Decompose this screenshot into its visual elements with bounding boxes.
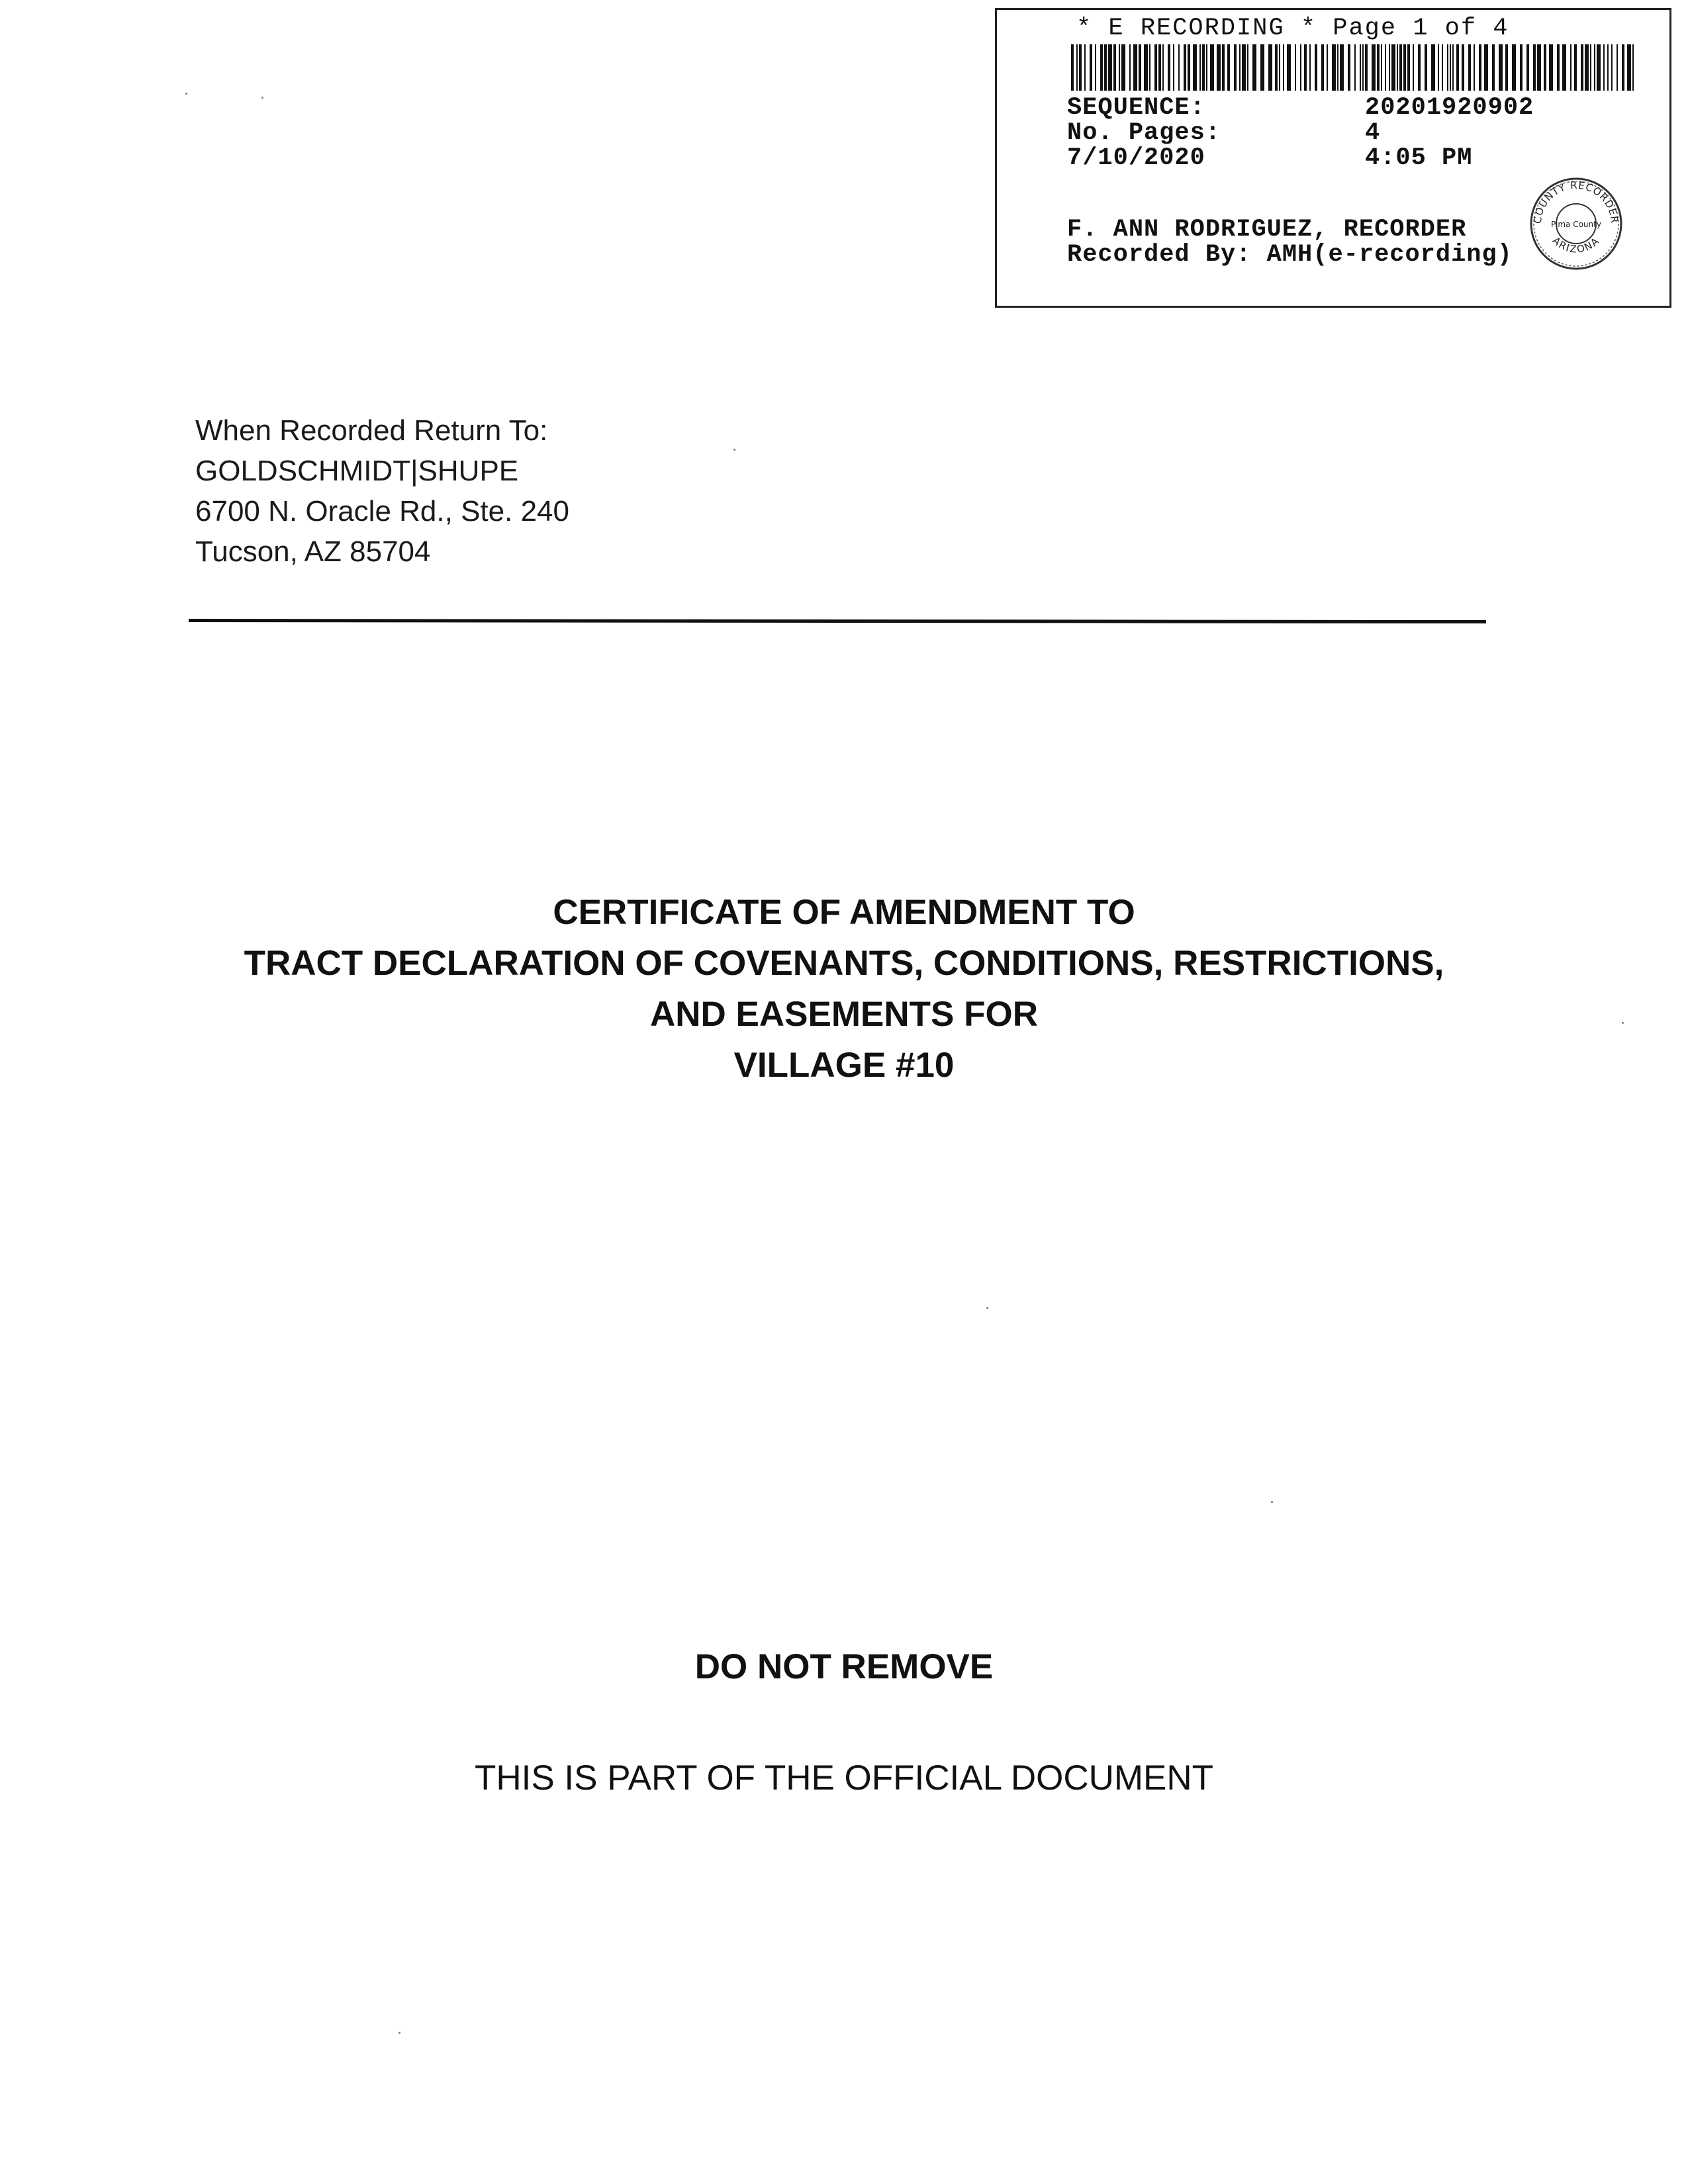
barcode-bar [1362, 44, 1364, 91]
barcode-bar [1549, 44, 1553, 91]
barcode-bar [1287, 44, 1291, 91]
barcode-bar [1425, 44, 1427, 91]
barcode-bar [1562, 44, 1566, 91]
barcode-bar [1076, 44, 1078, 91]
barcode-bar [1239, 44, 1241, 91]
barcode-bar [1178, 44, 1180, 91]
barcode-bar [1283, 44, 1284, 91]
recorded-by: Recorded By: AMH(e-recording) [1067, 241, 1513, 269]
barcode-bar [1403, 44, 1406, 91]
barcode-bar [1300, 44, 1301, 91]
barcode-bar [1275, 44, 1278, 91]
barcode-bar [1108, 44, 1112, 91]
barcode-bar [1321, 44, 1324, 91]
barcode-bar [1084, 44, 1086, 91]
return-to-city: Tucson, AZ 85704 [195, 535, 431, 568]
sequence-value: 20201920902 [1365, 94, 1534, 122]
barcode-bar [1173, 44, 1174, 91]
barcode-bar [1456, 44, 1459, 91]
barcode-bar [1119, 44, 1120, 91]
barcode-bar [1389, 44, 1390, 91]
barcode-bar [1139, 44, 1141, 91]
barcode-bar [1227, 44, 1230, 91]
barcode-bar [1391, 44, 1395, 91]
barcode-bar [1360, 44, 1361, 91]
scan-speck [1622, 1022, 1624, 1024]
seal-outer-text: COUNTY RECORDER [1531, 179, 1621, 224]
barcode-bar [1557, 44, 1560, 91]
barcode-bar [1438, 44, 1439, 91]
barcode-bar [1210, 44, 1214, 91]
barcode-bar [1603, 44, 1605, 91]
barcode-bar [1071, 44, 1074, 91]
recording-time: 4:05 PM [1365, 144, 1473, 172]
scan-speck [986, 1307, 988, 1309]
barcode-bar [1533, 44, 1536, 91]
barcode-bar [1268, 44, 1272, 91]
seal-bottom-text: ARIZONA [1550, 234, 1603, 255]
barcode-bar [1144, 44, 1148, 91]
title-line-1: CERTIFICATE OF AMENDMENT TO [553, 893, 1135, 932]
barcode-bar [1492, 44, 1495, 91]
barcode-bar [1217, 44, 1221, 91]
barcode-bar [1407, 44, 1410, 91]
barcode-bar [1372, 44, 1376, 91]
svg-text:ARIZONA [1550, 234, 1603, 255]
barcode-bar [1468, 44, 1471, 91]
barcode-bar [1570, 44, 1571, 91]
barcode-bar [1188, 44, 1190, 91]
document-title [0, 887, 1688, 1091]
barcode-bar [1399, 44, 1402, 91]
barcode-bar [1632, 44, 1634, 91]
barcode-bar [1095, 44, 1096, 91]
seal-inner-text: Pima County [1551, 220, 1601, 229]
barcode-bar [1447, 44, 1448, 91]
recording-date: 7/10/2020 [1067, 144, 1205, 172]
recorder-name: F. ANN RODRIGUEZ, RECORDER [1067, 216, 1467, 244]
official-document-notice: THIS IS PART OF THE OFFICIAL DOCUMENT [474, 1758, 1214, 1797]
barcode [1071, 44, 1634, 91]
barcode-bar [1627, 44, 1631, 91]
barcode-bar [1113, 44, 1116, 91]
barcode-bar [1202, 44, 1205, 91]
barcode-bar [1413, 44, 1414, 91]
barcode-bar [1315, 44, 1317, 91]
title-line-3: AND EASEMENTS FOR [650, 995, 1038, 1034]
barcode-bar [1158, 44, 1161, 91]
divider-rule [189, 619, 1486, 623]
scan-speck [185, 93, 187, 95]
pages-label: No. Pages: [1067, 119, 1221, 147]
recording-stamp [995, 8, 1671, 308]
barcode-bar [1304, 44, 1307, 91]
barcode-bar [1544, 44, 1546, 91]
barcode-bar [1581, 44, 1583, 91]
barcode-bar [1617, 44, 1618, 91]
barcode-bar [1450, 44, 1451, 91]
return-to-street: 6700 N. Oracle Rd., Ste. 240 [195, 495, 569, 527]
barcode-bar [1418, 44, 1421, 91]
barcode-bar [1585, 44, 1589, 91]
barcode-bar [1574, 44, 1577, 91]
barcode-bar [1079, 44, 1082, 91]
barcode-bar [1332, 44, 1336, 91]
barcode-bar [1484, 44, 1488, 91]
barcode-bar [1597, 44, 1601, 91]
barcode-bar [1154, 44, 1157, 91]
scan-speck [399, 2032, 400, 2034]
barcode-bar [1295, 44, 1296, 91]
do-not-remove-notice: DO NOT REMOVE [694, 1647, 994, 1686]
title-line-4: VILLAGE #10 [733, 1046, 955, 1085]
scan-speck [261, 97, 263, 99]
barcode-bar [1526, 44, 1529, 91]
scan-speck [733, 449, 735, 451]
barcode-bar [1590, 44, 1591, 91]
barcode-bar [1121, 44, 1125, 91]
barcode-bar [1206, 44, 1207, 91]
title-line-2: TRACT DECLARATION OF COVENANTS, CONDITIONS, RESTRICTIONS, [244, 944, 1444, 983]
barcode-bar [1594, 44, 1595, 91]
barcode-bar [1100, 44, 1103, 91]
barcode-bar [1505, 44, 1508, 91]
barcode-bar [1222, 44, 1225, 91]
barcode-bar [1354, 44, 1356, 91]
barcode-bar [1129, 44, 1131, 91]
barcode-bar [1252, 44, 1256, 91]
barcode-bar [1385, 44, 1386, 91]
barcode-bar [1348, 44, 1350, 91]
barcode-bar [1309, 44, 1311, 91]
barcode-bar [1397, 44, 1398, 91]
barcode-bar [1199, 44, 1201, 91]
pages-value: 4 [1365, 119, 1381, 147]
barcode-bar [1279, 44, 1280, 91]
barcode-bar [1234, 44, 1237, 91]
barcode-bar [1337, 44, 1338, 91]
svg-text:COUNTY RECORDER [1532, 179, 1620, 224]
stamp-header: * E RECORDING * Page 1 of 4 [1076, 15, 1509, 42]
barcode-bar [1168, 44, 1170, 91]
return-to-block [195, 410, 569, 572]
barcode-bar [1622, 44, 1624, 91]
barcode-bar [1340, 44, 1344, 91]
barcode-bar [1537, 44, 1541, 91]
barcode-bar [1242, 44, 1246, 91]
return-to-heading: When Recorded Return To: [195, 414, 548, 447]
barcode-bar [1452, 44, 1454, 91]
barcode-bar [1479, 44, 1481, 91]
barcode-bar [1247, 44, 1248, 91]
barcode-bar [1260, 44, 1264, 91]
barcode-bar [1377, 44, 1380, 91]
scan-speck [1271, 1501, 1273, 1503]
barcode-bar [1090, 44, 1092, 91]
barcode-bar [1149, 44, 1150, 91]
barcode-bar [1499, 44, 1503, 91]
barcode-bar [1474, 44, 1475, 91]
barcode-bar [1611, 44, 1613, 91]
sequence-label: SEQUENCE: [1067, 94, 1205, 122]
barcode-bar [1162, 44, 1164, 91]
county-seal-icon [1526, 174, 1626, 273]
barcode-bar [1193, 44, 1197, 91]
barcode-bar [1512, 44, 1516, 91]
barcode-bar [1431, 44, 1435, 91]
barcode-bar [1607, 44, 1609, 91]
return-to-name: GOLDSCHMIDT|SHUPE [195, 455, 519, 487]
barcode-bar [1442, 44, 1443, 91]
barcode-bar [1520, 44, 1523, 91]
barcode-bar [1184, 44, 1186, 91]
barcode-bar [1381, 44, 1382, 91]
barcode-bar [1365, 44, 1368, 91]
barcode-bar [1462, 44, 1464, 91]
barcode-bar [1133, 44, 1137, 91]
barcode-bar [1104, 44, 1107, 91]
barcode-bar [1327, 44, 1328, 91]
